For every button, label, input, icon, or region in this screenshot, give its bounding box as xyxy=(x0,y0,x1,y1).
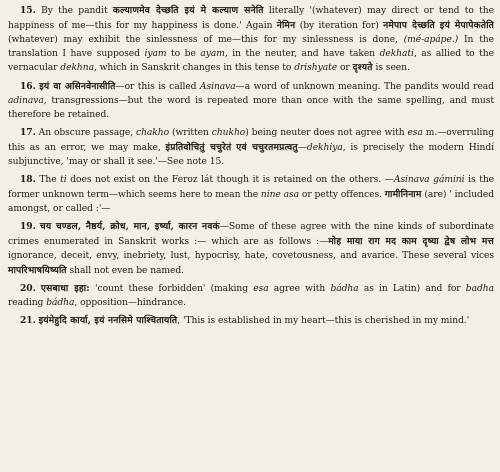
italic-term: nine asa xyxy=(260,189,300,200)
devanagari-text: एसबाधा इहा: xyxy=(40,283,90,295)
note-number: 21. xyxy=(20,315,36,327)
note-number: 20. xyxy=(20,283,36,295)
italic-term: esa xyxy=(253,284,269,295)
note-paragraph xyxy=(8,220,494,278)
devanagari-text: इयंमेहुदि कार्या, इयं ननसिमे पाश्चितायति xyxy=(38,315,178,327)
note-text: By the pandit xyxy=(41,6,113,16)
note-text: In the translation I have supposed xyxy=(8,34,494,59)
note-paragraph xyxy=(8,173,494,217)
note-text: , in the neuter, and have taken xyxy=(224,48,380,59)
note-text: , which in Sanskrit changes in this tense to xyxy=(93,63,295,74)
note-text: —a word of unknown meaning. The pandits would read xyxy=(235,81,494,92)
note-text: 'count these forbidden' (making xyxy=(89,284,254,295)
devanagari-text: मापरिभाषयिष्यति xyxy=(8,264,67,276)
italic-term: Asinava xyxy=(199,81,236,92)
note-number: 19. xyxy=(20,221,36,233)
italic-term: iyam xyxy=(144,48,167,59)
devanagari-text: नेमिन xyxy=(276,19,296,31)
note-text: The xyxy=(39,175,61,186)
note-text: m.—overruling this as an error, we may make, xyxy=(8,127,494,153)
italic-term: badha xyxy=(465,284,494,295)
note-paragraph xyxy=(8,4,494,76)
note-text: , 'This is established in my heart—this is cherished in my mind.' xyxy=(177,316,470,327)
italic-term: Asinava gámini xyxy=(393,175,465,186)
italic-term: bádha xyxy=(330,284,359,295)
note-paragraph xyxy=(8,282,494,311)
note-text: , as allied to the vernacular xyxy=(8,48,494,74)
italic-term: dekhna xyxy=(60,63,94,74)
note-text: , transgressions—but the word is repeated more than once with the same spelling, and must therefore be retained. xyxy=(8,95,494,120)
note-text: to be xyxy=(166,48,201,59)
italic-term: drishyate xyxy=(294,63,338,74)
devanagari-text: गामीनिनाम xyxy=(384,188,422,200)
note-text: or xyxy=(337,63,353,74)
note-number: 17. xyxy=(20,126,36,138)
note-text: (written xyxy=(169,127,212,138)
note-text: (whatever) may exhibit the sinlessness of me—this for my sinlessness is done, xyxy=(8,34,404,45)
note-paragraph xyxy=(8,314,494,329)
note-text: or petty offences. xyxy=(299,189,385,200)
note-text: — xyxy=(297,142,307,153)
note-text: agree with xyxy=(268,284,331,295)
italic-term: dekhiya xyxy=(306,142,343,153)
note-paragraph xyxy=(8,126,494,170)
italic-term: dekhati xyxy=(379,48,414,59)
note-text: as in Latin) and for xyxy=(358,284,466,295)
note-text: (are) ' included amongst, or called :'— xyxy=(8,189,494,214)
italic-term: chakho xyxy=(136,127,170,138)
italic-term: (mé-apápe.) xyxy=(403,34,459,45)
note-text: An obscure passage, xyxy=(38,127,137,138)
note-text: , is precisely the modern Hindí subjunctive, 'may or shall it see.'—See note 15. xyxy=(8,142,494,167)
note-text: literally '(whatever) may direct or tend to the happiness of me—this for my happiness is done.' Again xyxy=(8,6,494,31)
note-text: ignorance, deceit, envy, inebriety, lust, hypocrisy, hate, covetousness, and avarice. These several vices xyxy=(8,250,494,261)
devanagari-text: चय चण्डल, नैष्ठर्य, क्रोध, मान, इर्ष्या, कारन नवकं xyxy=(39,221,220,233)
italic-term: esa xyxy=(407,127,423,138)
note-text: reading xyxy=(8,298,47,308)
devanagari-text: एवं चचुरतमप्रत्वतु xyxy=(236,141,298,153)
devanagari-text: इयं वा असिनवेनासीति xyxy=(39,80,116,92)
note-number: 18. xyxy=(20,174,36,186)
italic-term: adinava xyxy=(8,95,44,106)
note-text: does not exist on the Feroz lát though it is retained on the others. — xyxy=(66,175,394,186)
italic-term: chukho xyxy=(211,127,246,138)
italic-term: ayam xyxy=(200,48,225,59)
note-paragraph xyxy=(8,80,494,123)
devanagari-text: नमेपाप देच्छति इयं मेपापेकतेति xyxy=(383,19,494,31)
italic-term: bádha xyxy=(46,298,75,308)
note-text: —Some of these agree with the nine kinds of subordinate crimes enumerated in Sanskrit works :— which are as follows :— xyxy=(8,222,495,248)
devanagari-text: दृश्यते xyxy=(352,62,373,74)
note-text: (by iteration for) xyxy=(295,20,384,31)
devanagari-text: कल्याणमेव देच्छति इयं मे कल्याण सनेति xyxy=(112,5,264,16)
note-text: , opposition—hindrance. xyxy=(74,298,186,308)
italic-term: ti xyxy=(60,175,67,186)
note-text: ) being neuter does not agree with xyxy=(245,127,408,138)
note-text: —or this is called xyxy=(115,81,200,92)
note-text: is the former unknown term—which seems here to mean the xyxy=(8,175,494,200)
note-text: shall not even be named. xyxy=(66,265,185,276)
devanagari-text: इंप्रतिवोचितुं चचुरेतं xyxy=(165,141,232,153)
note-text: is seen. xyxy=(372,63,410,74)
note-number: 16. xyxy=(20,80,36,92)
devanagari-text: मोह माया राग मद काम दृष्या द्वेष लोभ मत्त xyxy=(328,236,494,248)
note-number: 15. xyxy=(20,5,36,16)
